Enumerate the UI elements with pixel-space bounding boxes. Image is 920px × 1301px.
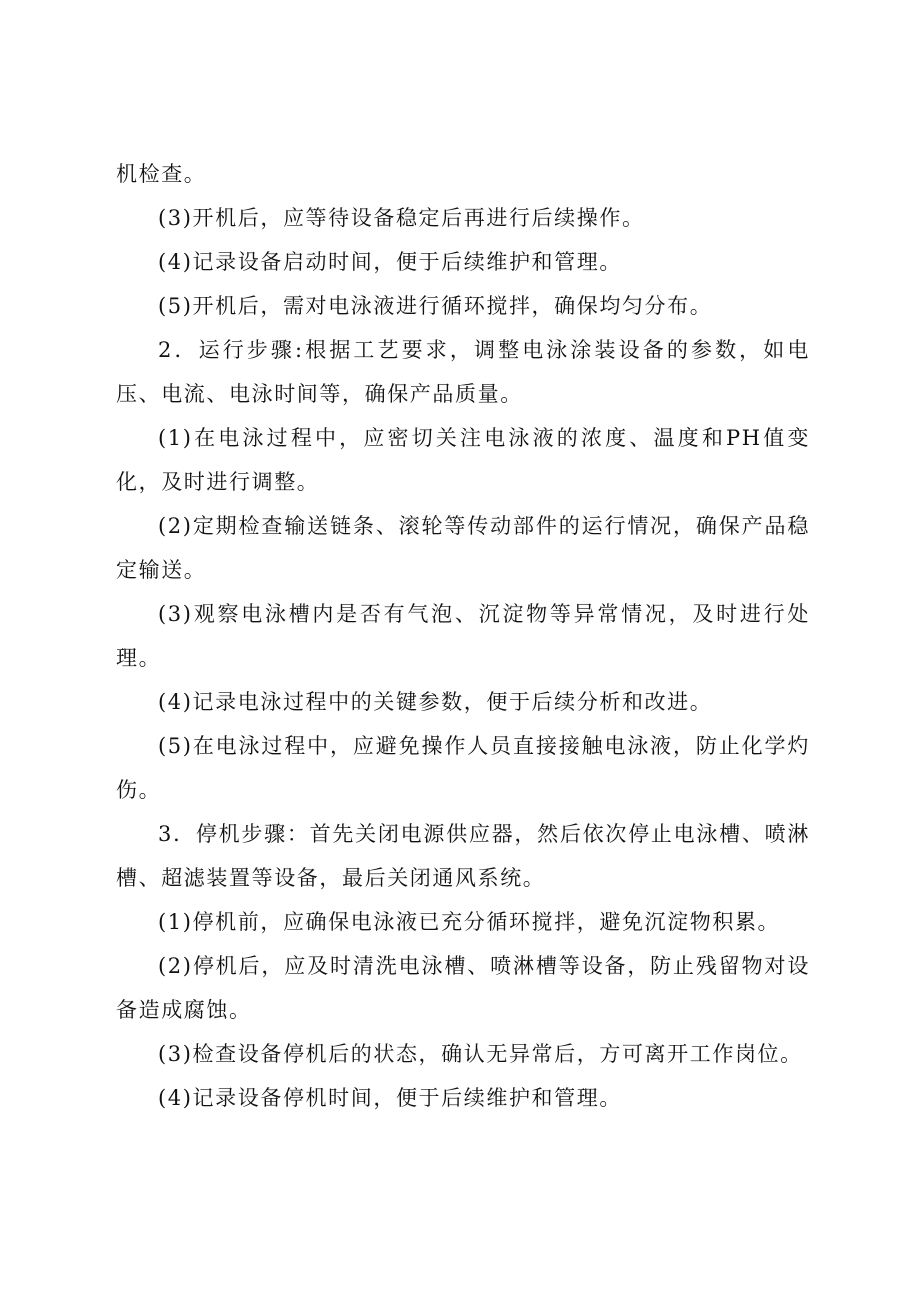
paragraph-startup-5: (5)开机后，需对电泳液进行循环搅拌，确保均匀分布。 [158,294,713,318]
paragraph-operation-2: (2)定期检查输送链条、滚轮等传动部件的运行情况，确保产品稳定输送。 [116,514,810,582]
paragraph-shutdown-3: (3)检查设备停机后的状态，确认无异常后，方可离开工作岗位。 [158,1042,803,1066]
paragraph-operation-5: (5)在电泳过程中，应避免操作人员直接接触电泳液，防止化学灼伤。 [116,734,810,802]
paragraph-shutdown-steps: 3．停机步骤：首先关闭电源供应器，然后依次停止电泳槽、喷淋槽、超滤装置等设备，最后关闭通风系统。 [116,822,810,890]
paragraph-startup-3: (3)开机后，应等待设备稳定后再进行后续操作。 [158,206,645,230]
paragraph-operation-1: (1)在电泳过程中，应密切关注电泳液的浓度、温度和PH值变化，及时进行调整。 [116,426,810,494]
paragraph-shutdown-2: (2)停机后，应及时清洗电泳槽、喷淋槽等设备，防止残留物对设备造成腐蚀。 [116,954,810,1022]
paragraph-shutdown-1: (1)停机前，应确保电泳液已充分循环搅拌，避免沉淀物积累。 [158,910,781,934]
paragraph-continuation: 机检查。 [116,162,207,186]
paragraph-operation-steps: 2．运行步骤:根据工艺要求，调整电泳涂装设备的参数，如电压、电流、电泳时间等，确保产品质量。 [116,338,810,406]
paragraph-operation-4: (4)记录电泳过程中的关键参数，便于后续分析和改进。 [158,690,713,714]
paragraph-startup-4: (4)记录设备启动时间，便于后续维护和管理。 [158,250,622,274]
paragraph-shutdown-4: (4)记录设备停机时间，便于后续维护和管理。 [158,1086,622,1110]
paragraph-operation-3: (3)观察电泳槽内是否有气泡、沉淀物等异常情况，及时进行处理。 [116,602,810,670]
document-body [116,152,810,1120]
